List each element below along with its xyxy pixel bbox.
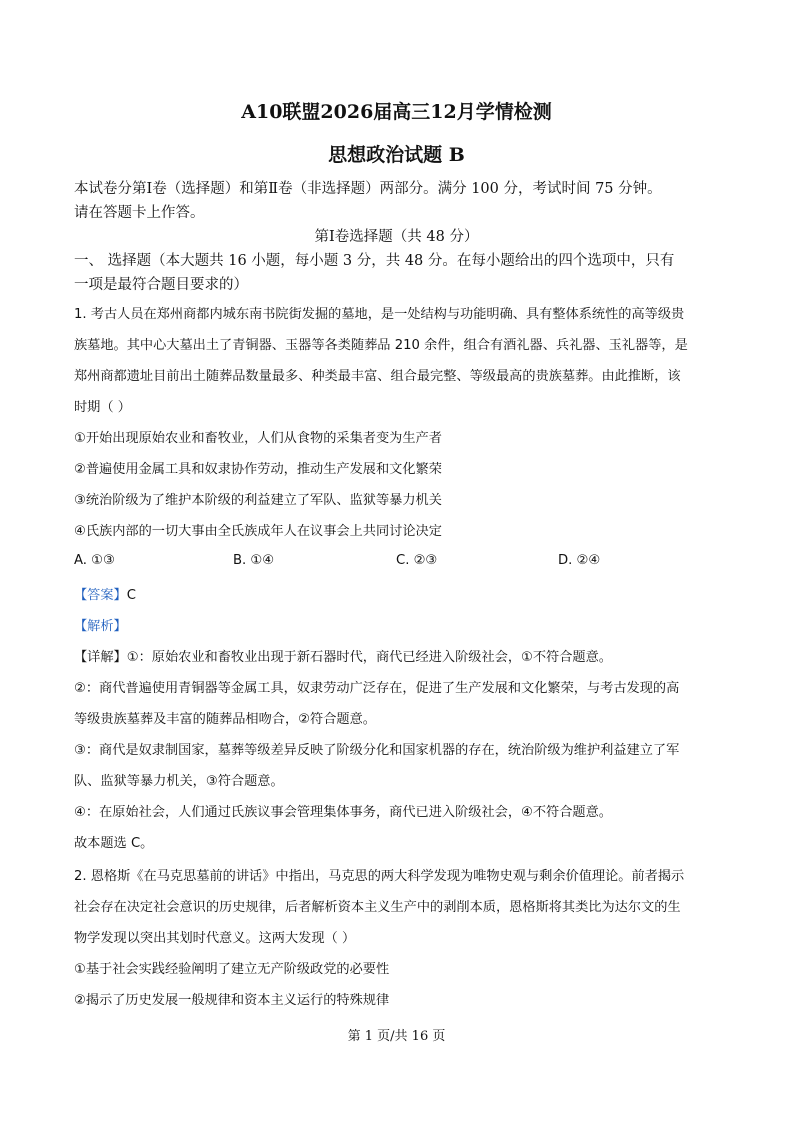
q2-stem-line: 物学发现以突出其划时代意义。这两大发现（ ） [74, 931, 356, 946]
q1-detail-line [74, 646, 612, 665]
document-subtitle: 思想政治试题 B [328, 144, 465, 166]
q2-item: ①基于社会实践经验阐明了建立无产阶级政党的必要性 [74, 962, 390, 977]
q1-conclusion: 故本题选 C。 [74, 836, 154, 851]
q1-stem-line: 族墓地。其中心大墓出土了青铜器、玉器等各类随葬品 210 余件，组合有酒礼器、兵礼器、玉礼器等，是 [74, 338, 688, 353]
q1-detail-line: ④：在原始社会，人们通过氏族议事会管理集体事务，商代已进入阶级社会，④不符合题意。 [74, 805, 612, 820]
q1-item: ④氏族内部的一切大事由全氏族成年人在议事会上共同讨论决定 [74, 524, 442, 539]
detail-tag: 【详解】 [74, 650, 127, 665]
q1-stem-line: 1. 考古人员在郑州商都内城东南书院街发掘的墓地，是一处结构与功能明确、具有整体系统性的高等级贵 [74, 307, 685, 322]
page-number: 第 1 页/共 16 页 [347, 1029, 446, 1044]
document-title: A10联盟2026届高三12月学情检测 [241, 101, 552, 123]
q1-item: ②普遍使用金属工具和奴隶协作劳动，推动生产发展和文化繁荣 [74, 462, 442, 477]
analysis-tag: 【解析】 [74, 619, 127, 634]
intro-line-2: 请在答题卡上作答。 [74, 205, 205, 221]
q2-stem-line: 社会存在决定社会意识的历史规律，后者解析资本主义生产中的剥削本质，恩格斯将其类比为达尔文的生 [74, 900, 681, 915]
answer-tag: 【答案】 [74, 588, 127, 603]
q1-stem-line: 时期（ ） [74, 400, 131, 415]
q1-option-c: C. ②③ [396, 553, 438, 568]
section-instructions-line-2: 一项是最符合题目要求的） [74, 277, 248, 293]
q1-detail-line: 队、监狱等暴力机关，③符合题意。 [74, 774, 284, 789]
q1-option-a: A. ①③ [74, 553, 115, 568]
q1-detail-line: ③：商代是奴隶制国家，墓葬等级差异反映了阶级分化和国家机器的存在，统治阶级为维护利益建立了军 [74, 743, 680, 758]
intro-line-1: 本试卷分第Ⅰ卷（选择题）和第Ⅱ卷（非选择题）两部分。满分 100 分，考试时间 75 分钟。 [74, 181, 662, 197]
q1-detail-line: ②：商代普遍使用青铜器等金属工具，奴隶劳动广泛存在，促进了生产发展和文化繁荣，与考古发现的高 [74, 681, 680, 696]
q1-stem-line: 郑州商都遗址目前出土随葬品数量最多、种类最丰富、组合最完整、等级最高的贵族墓葬。由此推断，该 [74, 369, 681, 384]
q2-item: ②揭示了历史发展一般规律和资本主义运行的特殊规律 [74, 993, 390, 1008]
section-title: 第Ⅰ卷选择题（共 48 分） [314, 229, 479, 245]
q2-stem-line: 2. 恩格斯《在马克思墓前的讲话》中指出，马克思的两大科学发现为唯物史观与剩余价值理论。前者揭示 [74, 869, 685, 884]
q1-option-d: D. ②④ [558, 553, 601, 568]
q1-item: ①开始出现原始农业和畜牧业，人们从食物的采集者变为生产者 [74, 431, 442, 446]
answer-value: C [126, 588, 136, 603]
detail-text: ①：原始农业和畜牧业出现于新石器时代，商代已经进入阶级社会，①不符合题意。 [126, 650, 612, 665]
q1-detail-line: 等级贵族墓葬及丰富的随葬品相吻合，②符合题意。 [74, 712, 376, 727]
q1-answer [74, 584, 136, 603]
q1-item: ③统治阶级为了维护本阶级的利益建立了军队、监狱等暴力机关 [74, 493, 442, 508]
q1-option-b: B. ①④ [233, 553, 275, 568]
section-instructions-line-1: 一、 选择题（本大题共 16 小题，每小题 3 分，共 48 分。在每小题给出的四个选项中，只有 [74, 253, 675, 269]
